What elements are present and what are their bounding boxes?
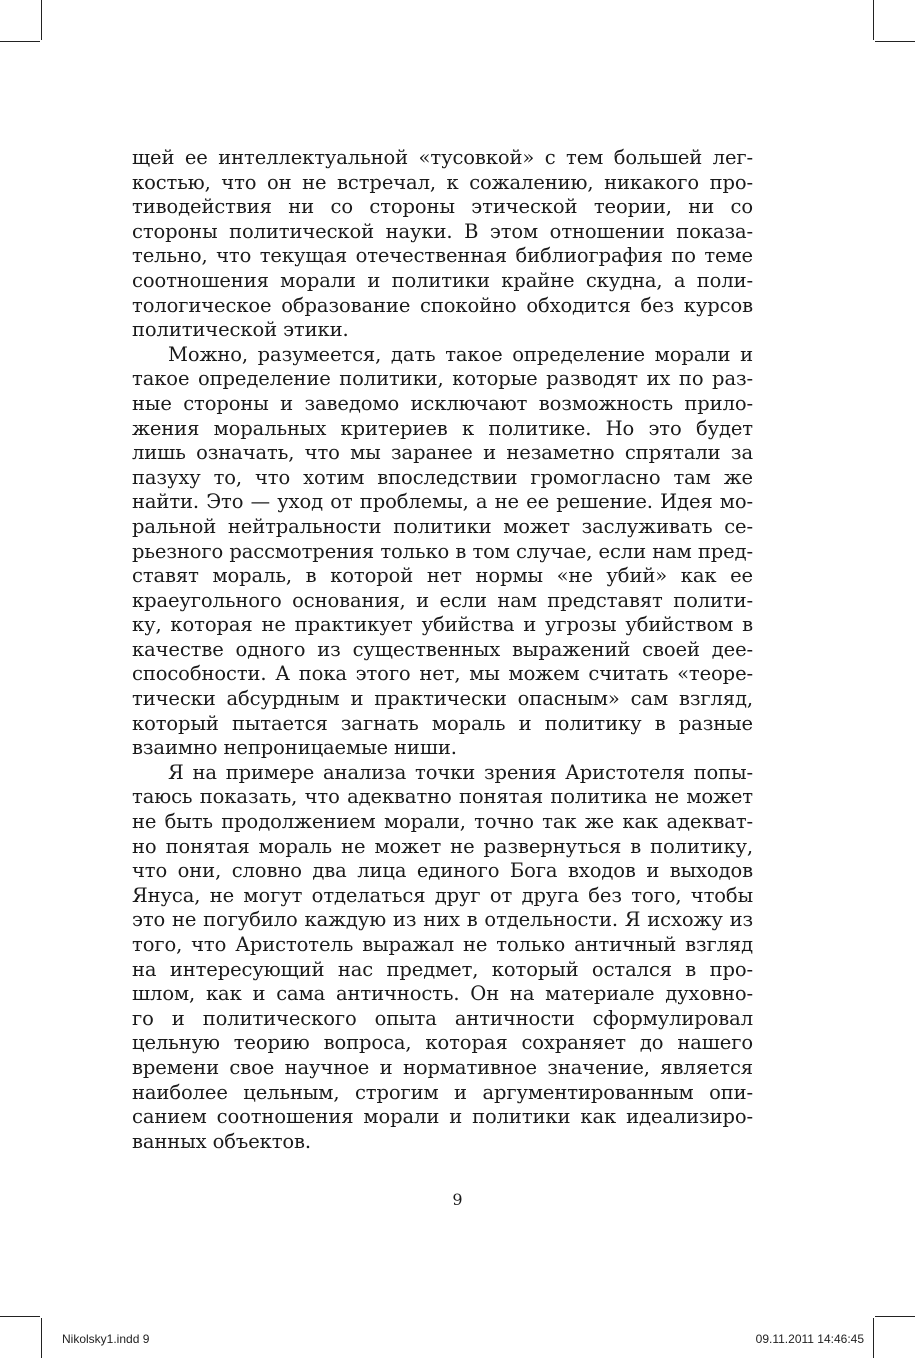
text-line: Януса, не могут отделаться друг от друга без того, чтобы [132,883,753,907]
text-line: того, что Аристотель выражал не только античный взгляд [132,933,753,956]
text-line: Можно, разумеется, дать такое определение морали и [168,342,753,366]
text-line: что они, словно два лица единого Бога входов и выходов [132,859,753,883]
crop-mark-top-right-horizontal [875,41,915,42]
text-line: найти. Это — уход от проблемы, а не ее решение. Идея мо- [132,490,753,514]
text-line: санием соотношения морали и политики как идеализиро- [132,1105,753,1129]
paragraph-2 [132,343,753,761]
body-text [132,146,753,1154]
text-line: качестве одного из существенных выражений своей дее- [132,637,753,661]
slug-datetime: 09.11.2011 14:46:45 [755,1332,864,1346]
text-line: тельно, что текущая отечественная библиография по теме [132,244,753,268]
text-line: го и политического опыта античности сформулировал [132,1006,753,1030]
text-line: такое определение политики, которые разводят их по раз- [132,367,753,391]
text-line: это не погубило каждую из них в отдельности. Я исхожу из [132,908,753,932]
text-line: стороны политической науки. В этом отношении показа- [132,219,753,243]
paragraph-1 [132,146,753,343]
text-line: соотношения морали и политики крайне скудна, а поли- [132,268,753,292]
text-line: Я на примере анализа точки зрения Аристотеля попы- [168,760,753,784]
text-line: но понятая мораль не может не развернуться в политику, [132,834,753,858]
text-line: наиболее цельным, строгим и аргументированным опи- [132,1080,753,1104]
text-line: ванных объектов. [132,1129,312,1153]
text-line: жения моральных критериев к политике. Но это будет [132,416,753,440]
crop-mark-top-left-vertical [41,0,42,40]
text-line: который пытается загнать мораль и политику в разные [132,711,753,735]
text-line: тиводействия ни со стороны этической теории, ни со [132,195,753,219]
paragraph-3 [132,761,753,1155]
text-line: ставят мораль, в которой нет нормы «не убий» как ее [132,564,753,588]
crop-mark-top-left-horizontal [0,41,40,42]
text-line: не быть продолжением морали, точно так же как адекват- [132,810,753,834]
crop-mark-bottom-left-horizontal [0,1316,40,1317]
text-line: краеугольного основания, и если нам представят полити- [132,588,753,612]
text-line: костью, что он не встречал, к сожалению, никакого про- [132,170,753,194]
text-line: таюсь показать, что адекватно понятая политика не может [132,785,753,809]
text-line: способности. А пока этого нет, мы можем считать «теоре- [132,662,753,686]
text-line: тически абсурдным и практически опасным» сам взгляд, [132,687,753,711]
text-line: рьезного рассмотрения только в том случае, если нам пред- [132,539,753,563]
text-line: цельную теорию вопроса, которая сохраняет до нашего [132,1031,753,1055]
text-line: щей ее интеллектуальной «тусовкой» с тем большей лег- [132,146,753,169]
text-line: тологическое образование спокойно обходится без курсов [132,293,753,317]
text-line: ку, которая не практикует убийства и угрозы убийством в [132,613,753,637]
text-line: пазуху то, что хотим впоследствии громогласно там же [132,465,753,489]
text-line: политической этики. [132,318,349,342]
text-line: ральной нейтральности политики может заслуживать се- [132,514,753,538]
crop-mark-top-right-vertical [873,0,874,40]
text-line: шлом, как и сама античность. Он на материале духовно- [132,982,753,1006]
text-line: взаимно непроницаемые ниши. [132,736,457,760]
crop-mark-bottom-right-vertical [873,1318,874,1358]
crop-mark-bottom-left-vertical [41,1318,42,1358]
crop-mark-bottom-right-horizontal [875,1316,915,1317]
text-line: на интересующий нас предмет, который остался в про- [132,957,753,981]
slug-filename: Nikolsky1.indd 9 [62,1332,150,1346]
text-line: времени свое научное и нормативное значение, является [132,1055,753,1079]
text-line: ные стороны и заведомо исключают возможность прило- [132,391,753,415]
page-number: 9 [452,1190,463,1209]
text-line: лишь означать, что мы заранее и незаметно спрятали за [132,441,753,465]
